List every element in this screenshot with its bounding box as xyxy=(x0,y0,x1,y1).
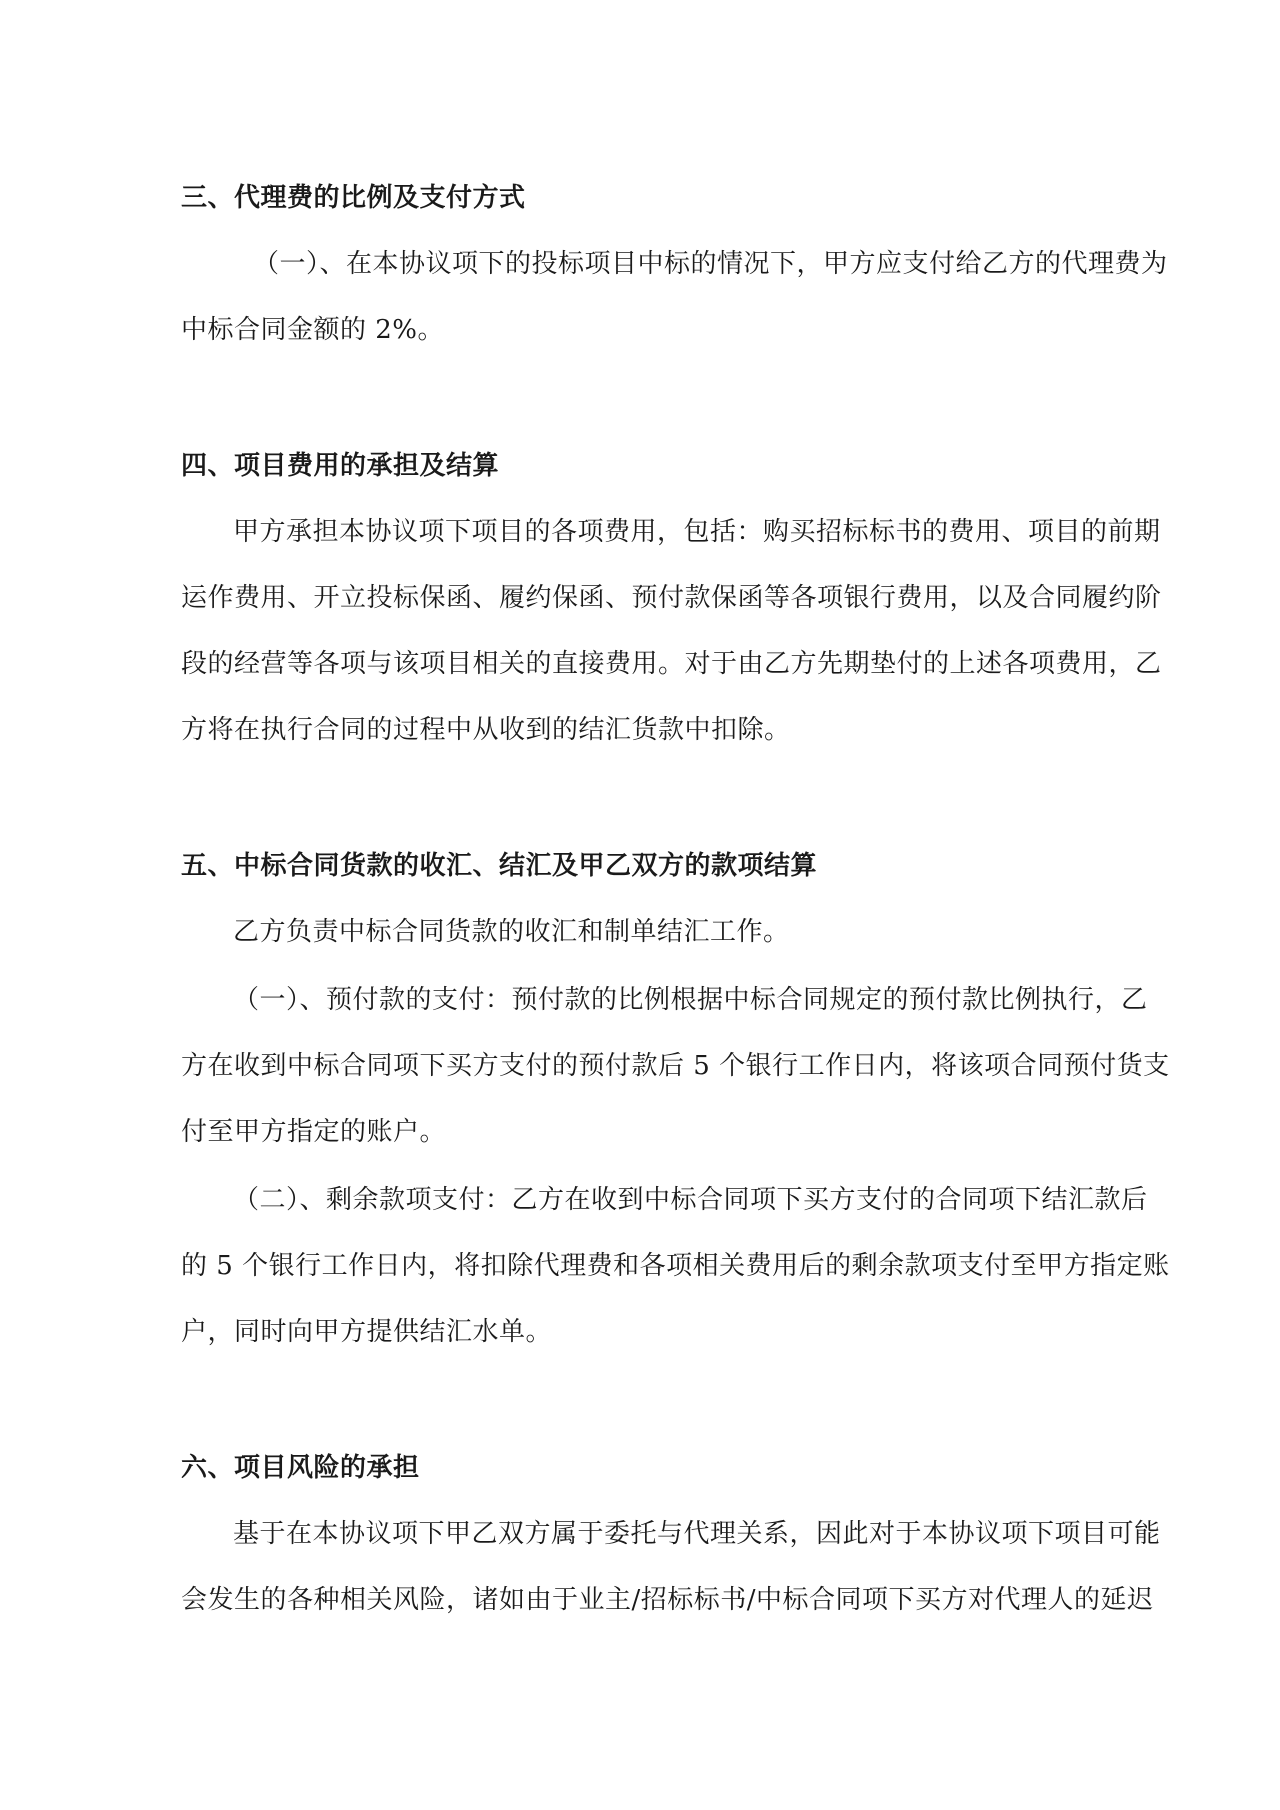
paragraph-line: （一）、预付款的支付：预付款的比例根据中标合同规定的预付款比例执行，乙 xyxy=(233,985,1148,1015)
paragraph-line: 基于在本协议项下甲乙双方属于委托与代理关系，因此对于本协议项下项目可能 xyxy=(233,1519,1161,1549)
paragraph-line: （二）、剩余款项支付：乙方在收到中标合同项下买方支付的合同项下结汇款后 xyxy=(233,1185,1148,1215)
paragraph-line: 运作费用、开立投标保函、履约保函、预付款保函等各项银行费用，以及合同履约阶 xyxy=(181,583,1162,613)
section-heading-4: 四、项目费用的承担及结算 xyxy=(181,451,500,481)
paragraph-line: 中标合同金额的 2%。 xyxy=(181,315,445,345)
section-heading-6: 六、项目风险的承担 xyxy=(181,1453,420,1483)
paragraph-line: 户，同时向甲方提供结汇水单。 xyxy=(181,1317,553,1347)
section-heading-5: 五、中标合同货款的收汇、结汇及甲乙双方的款项结算 xyxy=(181,851,818,881)
paragraph-line: 的 5 个银行工作日内，将扣除代理费和各项相关费用后的剩余款项支付至甲方指定账 xyxy=(181,1251,1170,1281)
section-heading-3: 三、代理费的比例及支付方式 xyxy=(181,183,526,213)
paragraph-line: 付至甲方指定的账户。 xyxy=(181,1117,447,1147)
paragraph-line: （一）、在本协议项下的投标项目中标的情况下，甲方应支付给乙方的代理费为 xyxy=(253,249,1168,279)
paragraph-line: 段的经营等各项与该项目相关的直接费用。对于由乙方先期垫付的上述各项费用，乙 xyxy=(181,649,1162,679)
paragraph-line: 乙方负责中标合同货款的收汇和制单结汇工作。 xyxy=(233,917,790,947)
paragraph-line: 会发生的各种相关风险，诸如由于业主/招标标书/中标合同项下买方对代理人的延迟 xyxy=(181,1585,1154,1615)
paragraph-line: 方将在执行合同的过程中从收到的结汇货款中扣除。 xyxy=(181,715,791,745)
paragraph-line: 甲方承担本协议项下项目的各项费用，包括：购买招标标书的费用、项目的前期 xyxy=(233,517,1161,547)
paragraph-line: 方在收到中标合同项下买方支付的预付款后 5 个银行工作日内，将该项合同预付货支 xyxy=(181,1051,1170,1081)
